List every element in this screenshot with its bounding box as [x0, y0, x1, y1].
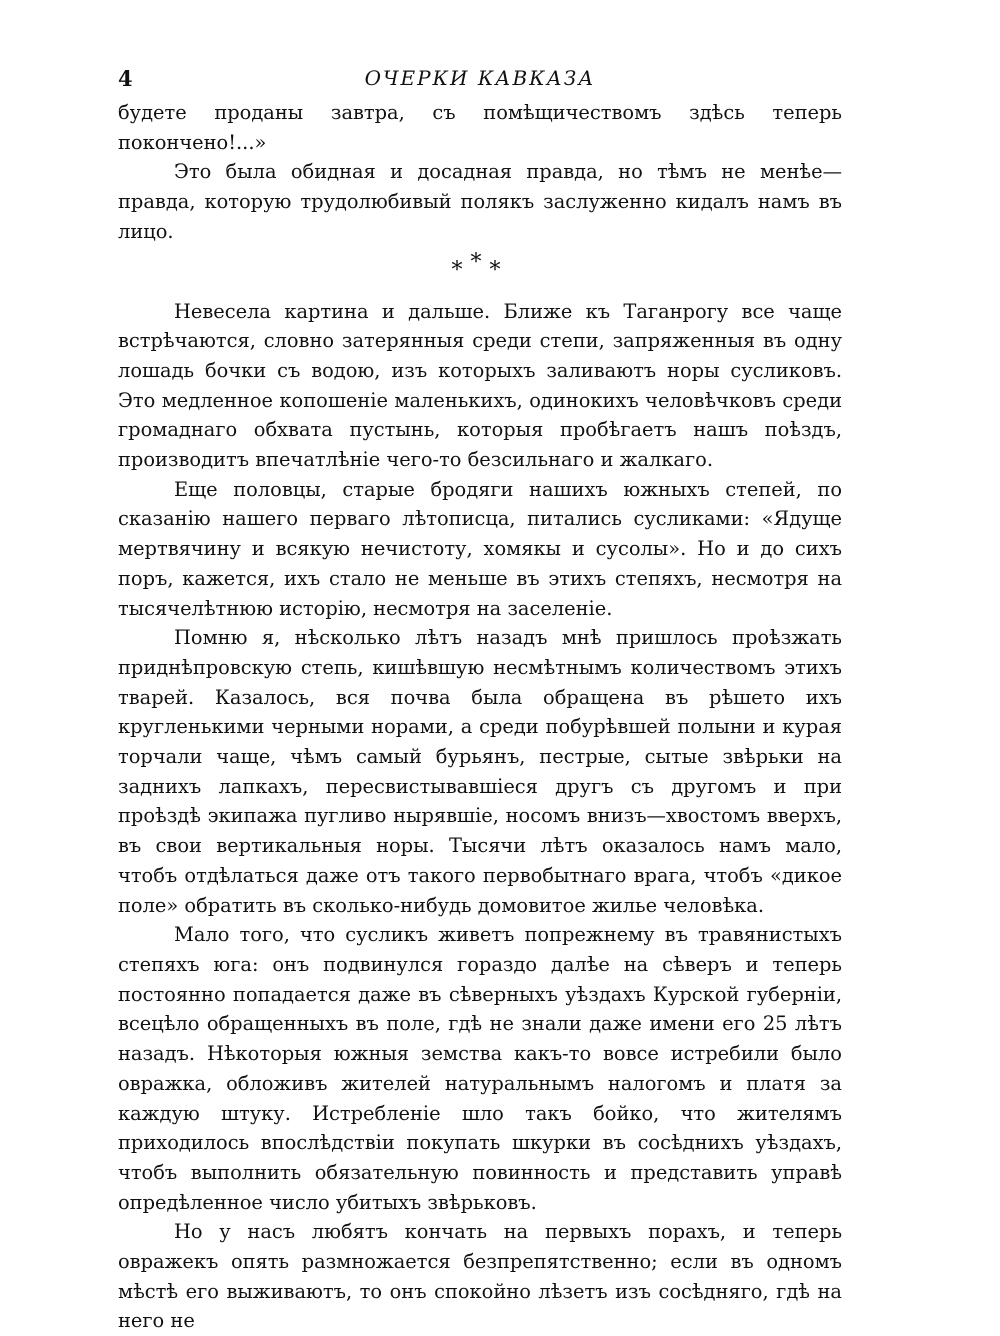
page-number: 4 [118, 66, 133, 91]
book-page [118, 62, 842, 1336]
paragraph: Но у насъ любятъ кончать на первыхъ порахъ, и теперь овражекъ опять размножается безпрепятственно; если въ одномъ мѣстѣ его выживаютъ, то онъ спокойно лѣзетъ изъ сосѣдняго, гдѣ на него не [118, 1220, 842, 1333]
asterism-divider [118, 249, 842, 293]
paragraph: Еще половцы, старые бродяги нашихъ южныхъ степей, по сказанію нашего перваго лѣтописца, питались сусликами: «Ядуще мертвячину и всякую нечистоту, хомякы и сусолы». Но и до сихъ поръ, кажется, ихъ стало не меньше въ этихъ степяхъ, несмотря на тысячелѣтнюю исторію, несмотря на заселеніе. [118, 477, 842, 620]
body-text [118, 98, 842, 1336]
paragraph: Это была обидная и досадная правда, но тѣмъ не менѣе—правда, которую трудолюбивый полякъ заслуженно кидалъ намъ въ лицо. [118, 160, 842, 243]
asterism-right: * [489, 257, 509, 283]
paragraph: Мало того, что сусликъ живетъ попрежнему въ травянистыхъ степяхъ юга: онъ подвинулся гораздо далѣе на сѣверъ и теперь постоянно попадается даже въ сѣверныхъ уѣздахъ Курской губерніи, всецѣло обращенныхъ въ поле, гдѣ не знали даже имени его 25 лѣтъ назадъ. Нѣкоторыя южныя земства какъ-то вовсе истребили было овражка, обложивъ жителей натуральнымъ налогомъ и платя за каждую штуку. Истребленіе шло такъ бойко, что жителямъ приходилось впослѣдствіи покупать шкурки въ сосѣднихъ уѣздахъ, чтобъ выполнить обязательную повинность и представить управѣ опредѣленное число убитыхъ звѣрьковъ. [118, 923, 842, 1214]
asterism-left: * [451, 257, 471, 283]
asterism-middle: * [470, 249, 490, 275]
paragraph: Помню я, нѣсколько лѣтъ назадъ мнѣ пришлось проѣзжать приднѣпровскую степь, кишѣвшую несмѣтнымъ количествомъ этихъ тварей. Казалось, вся почва была обращена въ рѣшето ихъ кругленькими черными норами, а среди побурѣвшей полыни и курая торчали чаще, чѣмъ самый бурьянъ, пестрые, сытые звѣрьки на заднихъ лапкахъ, пересвистывавшіеся другъ съ другомъ и при проѣздѣ экипажа пугливо нырявшіе, носомъ внизъ—хвостомъ вверхъ, въ свои вертикальныя норы. Тысячи лѣтъ оказалось намъ мало, чтобъ отдѣлаться даже отъ такого первобытнаго врага, чтобъ «дикое поле» обратить въ сколько-нибудь домовитое жилье человѣка. [118, 626, 842, 917]
running-title: ОЧЕРКИ КАВКАЗА [364, 66, 596, 90]
paragraph: Невесела картина и дальше. Ближе къ Таганрогу все чаще встрѣчаются, словно затерянныя среди степи, запряженныя въ одну лошадь бочки съ водою, изъ которыхъ заливаютъ норы сусликовъ. Это медленное копошеніе маленькихъ, одинокихъ человѣчковъ среди громаднаго обхвата пустынь, которыя пробѣгаетъ нашъ поѣздъ, производитъ впечатлѣніе чего-то безсильнаго и жалкаго. [118, 299, 842, 472]
page-header [118, 62, 842, 98]
paragraph-continued: будете проданы завтра, съ помѣщичествомъ здѣсь теперь покончено!...» [118, 101, 842, 154]
